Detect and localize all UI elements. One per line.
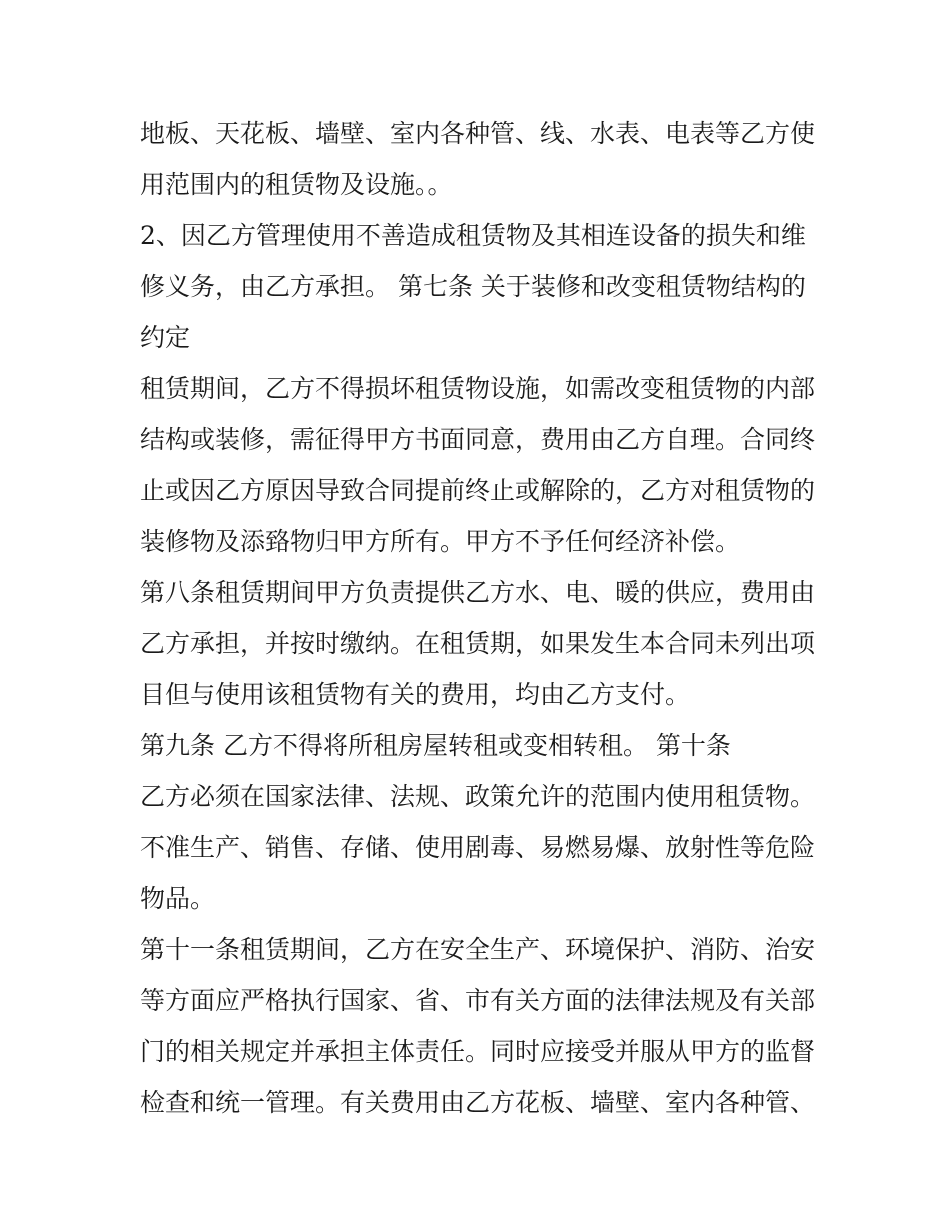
text-line: 门的相关规定并承担主体责任。同时应接受并服从甲方的监督 bbox=[140, 1037, 816, 1066]
text-line: 等方面应严格执行国家、省、市有关方面的法律法规及有关部 bbox=[140, 986, 816, 1015]
text-line: 乙方承担，并按时缴纳。在租赁期，如果发生本合同未列出项 bbox=[140, 629, 816, 658]
document-body bbox=[140, 108, 830, 1128]
text-line: 乙方必须在国家法律、法规、政策允许的范围内使用租赁物。 bbox=[140, 782, 816, 811]
text-line: 装修物及添臵物归甲方所有。甲方不予任何经济补偿。 bbox=[140, 527, 741, 556]
text-line: 第十一条租赁期间，乙方在安全生产、环境保护、消防、治安 bbox=[140, 935, 816, 964]
text-line: 不准生产、销售、存储、使用剧毒、易燃易爆、放射性等危险 bbox=[140, 833, 816, 862]
text-line: 租赁期间，乙方不得损坏租赁物设施，如需改变租赁物的内部 bbox=[140, 374, 816, 403]
text-line: 第九条 乙方不得将所租房屋转租或变相转租。 第十条 bbox=[140, 731, 731, 760]
text-line: 地板、天花板、墙壁、室内各种管、线、水表、电表等乙方使 bbox=[140, 119, 816, 148]
text-line: 第八条租赁期间甲方负责提供乙方水、电、暖的供应，费用由 bbox=[140, 578, 816, 607]
text-line: 修义务，由乙方承担。 第七条 关于装修和改变租赁物结构的 bbox=[140, 272, 806, 301]
text-line: 用范围内的租赁物及设施。。 bbox=[140, 170, 453, 199]
text-line: 物品。 bbox=[140, 884, 216, 913]
text-line: 2、因乙方管理使用不善造成租赁物及其相连设备的损失和维 bbox=[140, 221, 806, 250]
text-line: 止或因乙方原因导致合同提前终止或解除的，乙方对租赁物的 bbox=[140, 476, 816, 505]
text-line: 检查和统一管理。有关费用由乙方花板、墙壁、室内各种管、 bbox=[140, 1088, 816, 1117]
text-line: 结构或装修，需征得甲方书面同意，费用由乙方自理。合同终 bbox=[140, 425, 816, 454]
text-line: 约定 bbox=[140, 323, 191, 352]
text-line: 目但与使用该租赁物有关的费用，均由乙方支付。 bbox=[140, 680, 691, 709]
